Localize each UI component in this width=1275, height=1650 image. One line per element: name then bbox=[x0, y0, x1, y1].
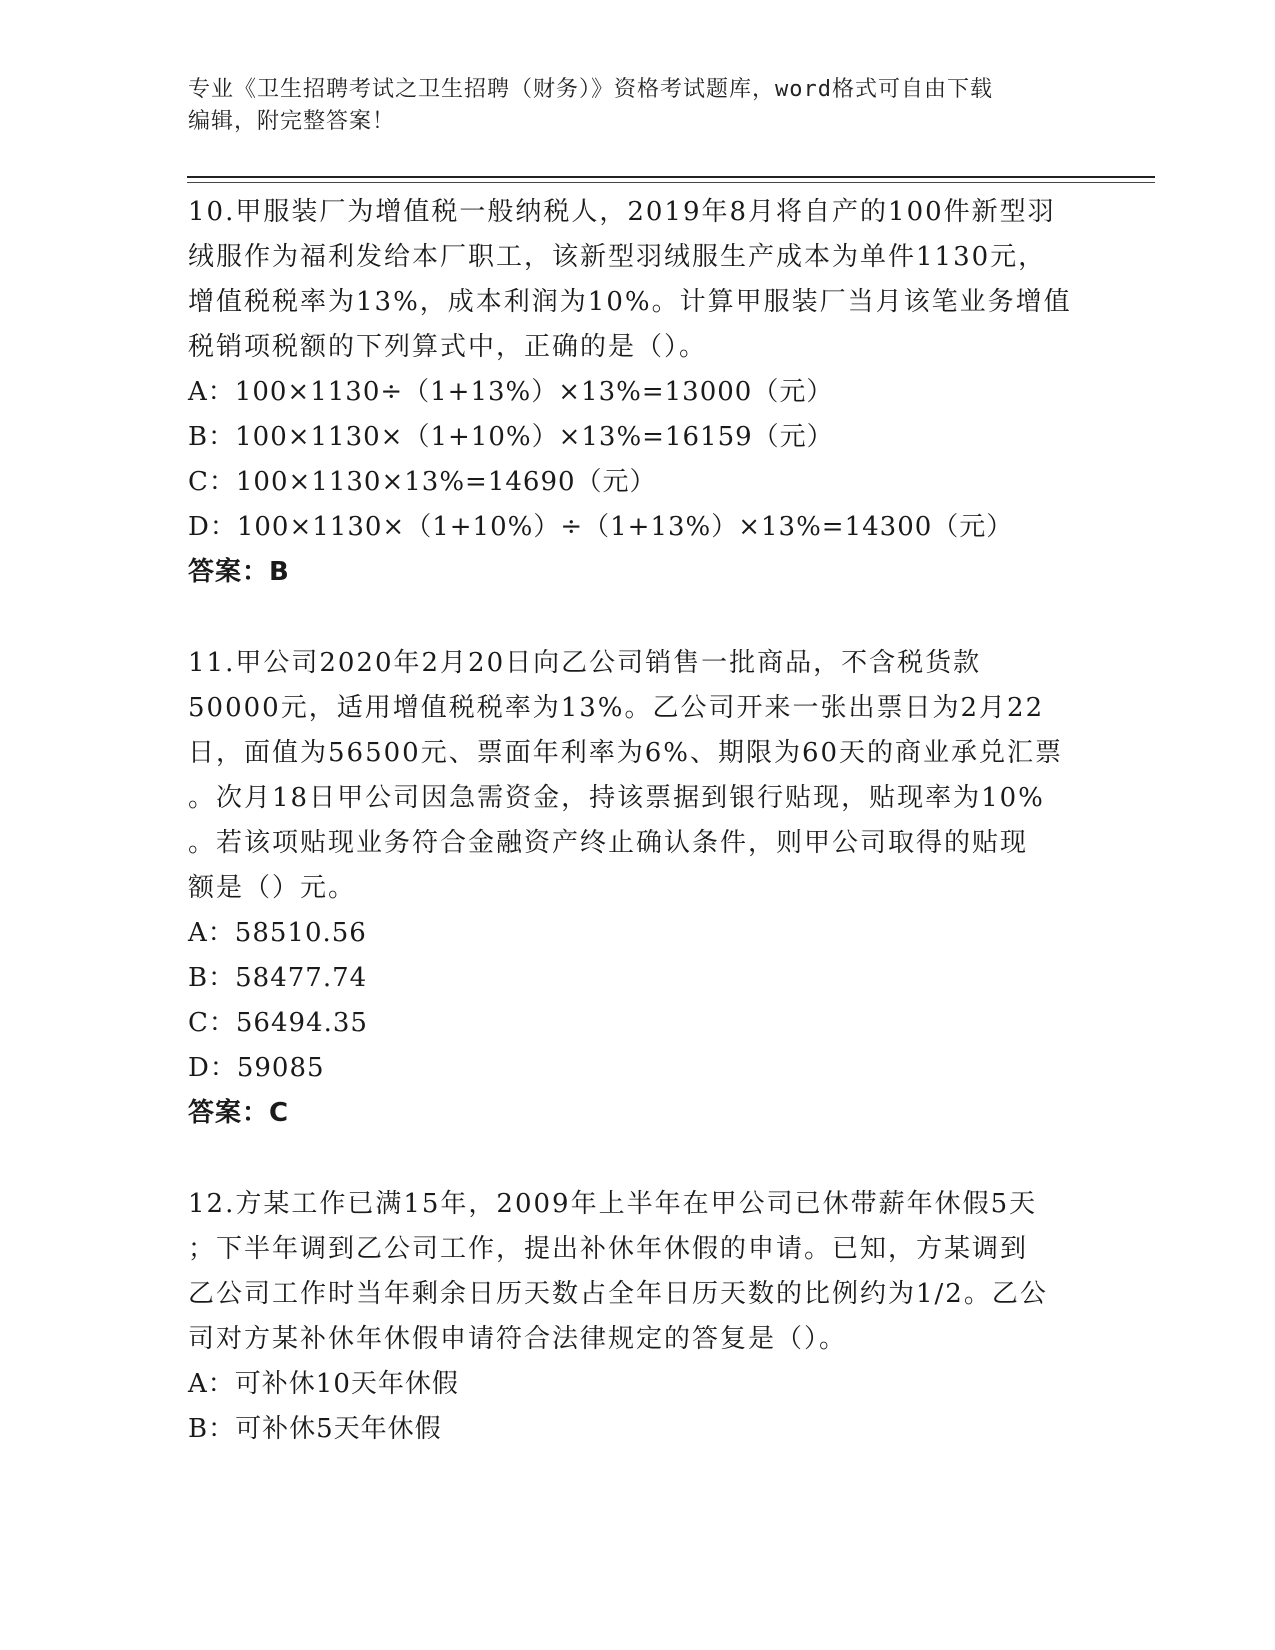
question-stem-line: 日，面值为56500元、票面年利率为6%、期限为60天的商业承兑汇票 bbox=[188, 738, 1064, 768]
question-stem-line: 。若该项贴现业务符合金融资产终止确认条件，则甲公司取得的贴现 bbox=[188, 828, 1029, 858]
question-stem-line: 10.甲服装厂为增值税一般纳税人，2019年8月将自产的100件新型羽 bbox=[188, 197, 1056, 227]
question-stem-line: 。次月18日甲公司因急需资金，持该票据到银行贴现，贴现率为10% bbox=[188, 783, 1045, 813]
answer-label: 答案：B bbox=[188, 557, 290, 587]
option-c: C：100×1130×13%=14690（元） bbox=[188, 467, 657, 497]
page-header bbox=[188, 74, 1088, 138]
header-line-1: 专业《卫生招聘考试之卫生招聘（财务）》资格考试题库，word格式可自由下载 bbox=[188, 77, 993, 102]
header-rule-thick bbox=[187, 176, 1155, 178]
question-stem-line: 额是（）元。 bbox=[188, 873, 357, 903]
option-a: A：58510.56 bbox=[188, 918, 367, 948]
question-stem-line: 乙公司工作时当年剩余日历天数占全年日历天数的比例约为1/2。乙公 bbox=[188, 1279, 1048, 1309]
question-stem-line: 司对方某补休年休假申请符合法律规定的答复是（）。 bbox=[188, 1324, 848, 1354]
header-rule-thin bbox=[187, 182, 1155, 183]
question-11 bbox=[188, 641, 1088, 1136]
answer-label: 答案：C bbox=[188, 1098, 290, 1128]
question-stem-line: 50000元，适用增值税税率为13%。乙公司开来一张出票日为2月22 bbox=[188, 693, 1045, 723]
option-b: B：可补休5天年休假 bbox=[188, 1414, 442, 1444]
question-12 bbox=[188, 1182, 1088, 1452]
option-d: D：100×1130×（1+10%）÷（1+13%）×13%=14300（元） bbox=[188, 512, 1014, 542]
question-10 bbox=[188, 190, 1088, 595]
question-stem-line: 增值税税率为13%，成本利润为10%。计算甲服装厂当月该笔业务增值 bbox=[188, 287, 1072, 317]
question-stem-line: 12.方某工作已满15年，2009年上半年在甲公司已休带薪年休假5天 bbox=[188, 1189, 1038, 1219]
question-stem-line: 税销项税额的下列算式中，正确的是（）。 bbox=[188, 332, 708, 362]
option-c: C：56494.35 bbox=[188, 1008, 368, 1038]
option-b: B：58477.74 bbox=[188, 963, 368, 993]
question-stem-line: ；下半年调到乙公司工作，提出补休年休假的申请。已知，方某调到 bbox=[188, 1234, 1029, 1264]
option-d: D：59085 bbox=[188, 1053, 325, 1083]
option-a: A：100×1130÷（1+13%）×13%=13000（元） bbox=[188, 377, 834, 407]
header-line-2: 编辑，附完整答案！ bbox=[188, 109, 396, 134]
option-b: B：100×1130×（1+10%）×13%=16159（元） bbox=[188, 422, 834, 452]
question-stem-line: 绒服作为福利发给本厂职工，该新型羽绒服生产成本为单件1130元， bbox=[188, 242, 1047, 272]
question-stem-line: 11.甲公司2020年2月20日向乙公司销售一批商品，不含税货款 bbox=[188, 648, 982, 678]
option-a: A：可补休10天年休假 bbox=[188, 1369, 459, 1399]
question-list bbox=[188, 190, 1088, 1498]
